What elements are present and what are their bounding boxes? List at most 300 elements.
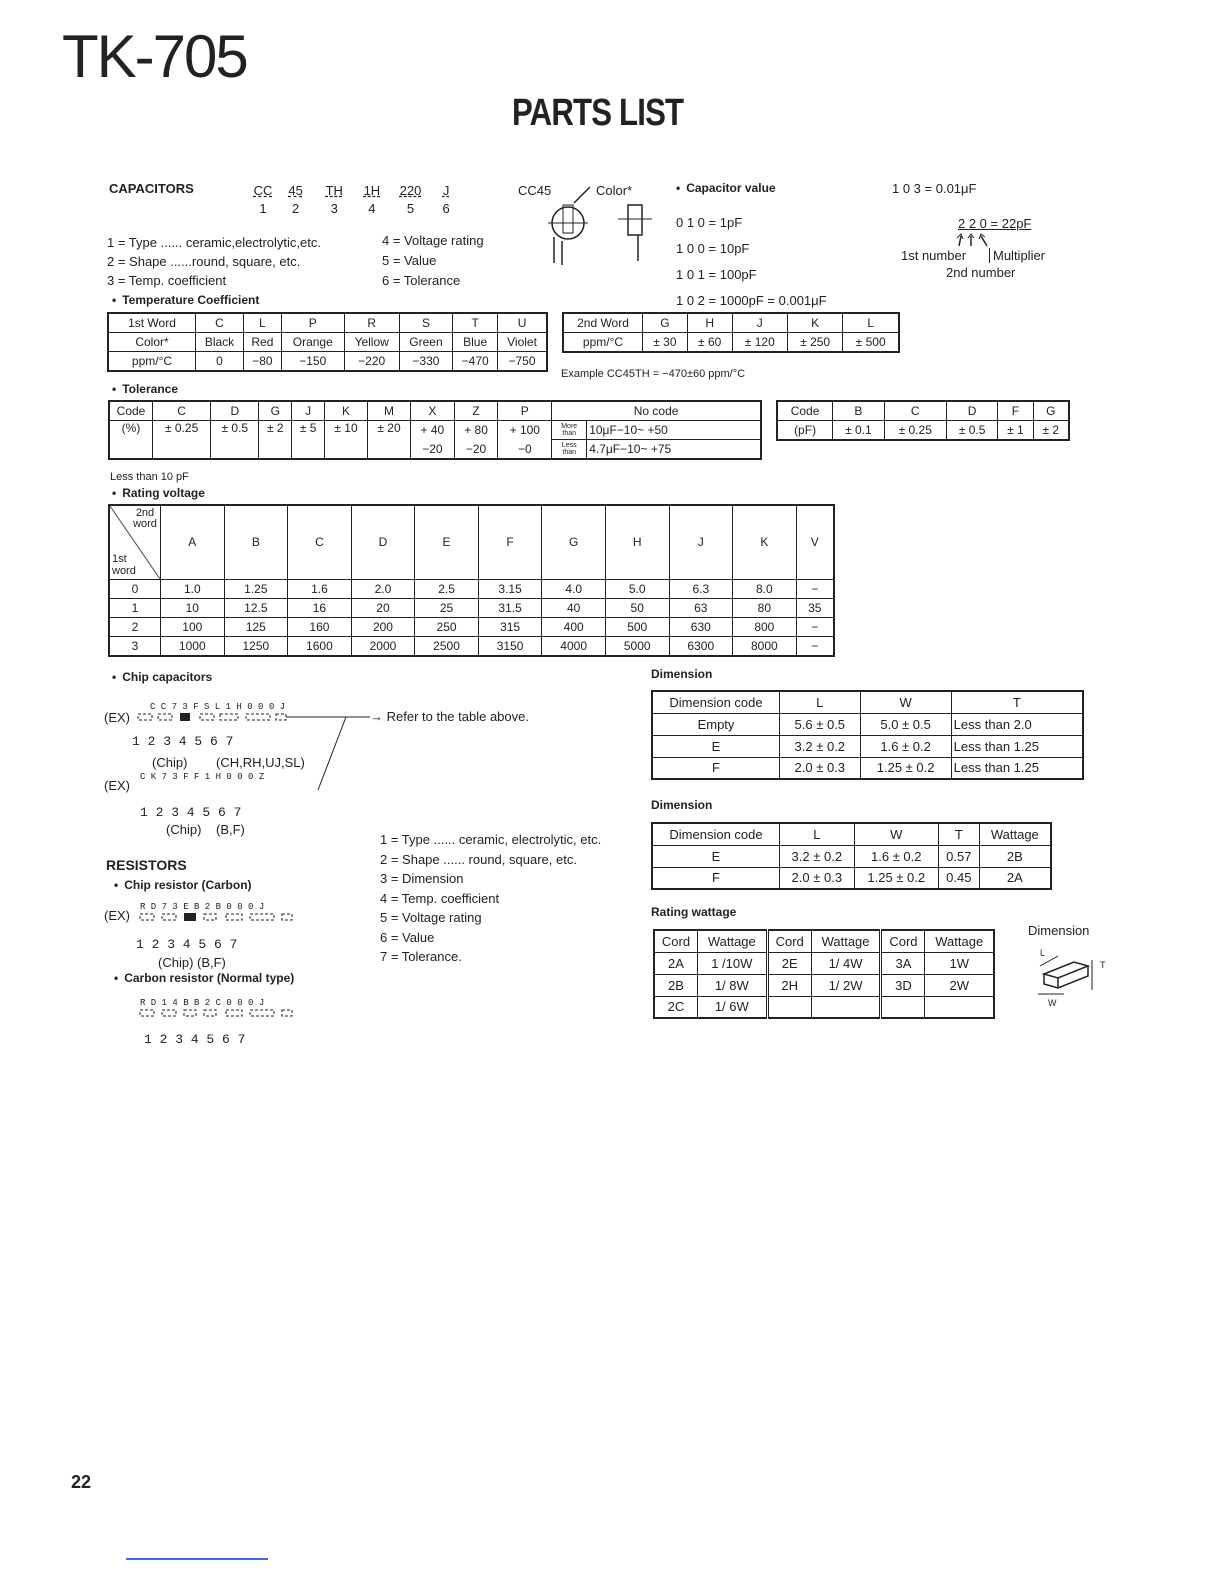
table-cell: G bbox=[643, 313, 688, 333]
table-cell: 2W bbox=[925, 974, 994, 996]
table-cell: No code bbox=[552, 401, 761, 421]
table-cell: C bbox=[288, 505, 352, 579]
table-row bbox=[108, 333, 547, 352]
table-cell: Dimension code bbox=[652, 691, 780, 713]
table-cell: 80 bbox=[733, 598, 797, 617]
table-cell: 2nd Word bbox=[563, 313, 643, 333]
table-cell: M bbox=[368, 401, 411, 421]
table-cell: −80 bbox=[244, 352, 282, 372]
capacitor-icon bbox=[530, 185, 660, 270]
table-cell: −470 bbox=[453, 352, 498, 372]
table-cell: 0.57 bbox=[938, 845, 979, 867]
table-cell: Less than 1.25 bbox=[951, 757, 1083, 779]
table-cell: −20 bbox=[411, 440, 455, 460]
table-row bbox=[654, 930, 994, 952]
chip-resistor-sub: (Chip) (B,F) bbox=[158, 955, 226, 970]
table-cell: ± 2 bbox=[259, 421, 292, 460]
table-cell: Color* bbox=[108, 333, 196, 352]
table-cell: 40 bbox=[542, 598, 606, 617]
table-cell: 3D bbox=[881, 974, 925, 996]
table-row bbox=[652, 867, 1051, 889]
table-cell: 10μF−10~ +50 bbox=[587, 421, 761, 440]
chip-code-numbers-2: 1 2 3 4 5 6 7 bbox=[140, 805, 242, 820]
table-cell: 1.6 ± 0.2 bbox=[854, 845, 938, 867]
table-cell: F bbox=[652, 867, 780, 889]
table-cell: Cord bbox=[654, 930, 697, 952]
legend-item: 5 = Value bbox=[382, 253, 437, 268]
table-cell: − bbox=[796, 617, 834, 636]
table-cell: F bbox=[478, 505, 542, 579]
table-cell: E bbox=[415, 505, 479, 579]
table-cell: 4.7μF−10~ +75 bbox=[587, 440, 761, 460]
legend-item: 5 = Voltage rating bbox=[380, 910, 482, 925]
table-cell: −220 bbox=[344, 352, 399, 372]
table-cell: T bbox=[938, 823, 979, 845]
legend-item: 7 = Tolerance. bbox=[380, 949, 462, 964]
multiplier-label: Multiplier bbox=[989, 248, 1045, 263]
table-row bbox=[652, 735, 1083, 757]
rating-voltage-heading: • Rating voltage bbox=[112, 486, 205, 500]
table-cell: −750 bbox=[498, 352, 547, 372]
table-cell: 2.0 bbox=[351, 579, 415, 598]
table-cell: 50 bbox=[605, 598, 669, 617]
legend-item: 3 = Temp. coefficient bbox=[107, 273, 227, 288]
table-cell: 1000 bbox=[161, 636, 225, 656]
table-cell: K bbox=[787, 313, 842, 333]
capacitors-heading: CAPACITORS bbox=[109, 181, 194, 196]
table-corner bbox=[109, 505, 161, 579]
table-cell: 8000 bbox=[733, 636, 797, 656]
table-cell: Less than bbox=[552, 440, 587, 460]
table-cell: J bbox=[292, 401, 325, 421]
table-cell: 2500 bbox=[415, 636, 479, 656]
table-cell: 16 bbox=[288, 598, 352, 617]
table-cell: 10 bbox=[161, 598, 225, 617]
table-cell: 8.0 bbox=[733, 579, 797, 598]
table-cell: J bbox=[669, 505, 733, 579]
table-row bbox=[652, 823, 1051, 845]
code-part: 45 bbox=[288, 183, 303, 198]
diagram-t-label: T bbox=[1100, 960, 1106, 970]
first-number-label: 1st number bbox=[901, 248, 967, 263]
table-cell: 1 /10W bbox=[697, 952, 767, 974]
table-cell: 6300 bbox=[669, 636, 733, 656]
table-cell: ± 30 bbox=[643, 333, 688, 353]
table-cell: 1/ 6W bbox=[697, 996, 767, 1018]
table-cell: ppm/°C bbox=[563, 333, 643, 353]
legend-item: 2 = Shape ......round, square, etc. bbox=[107, 254, 301, 269]
table-row bbox=[109, 617, 834, 636]
legend-item: 1 = Type ...... ceramic, electrolytic, etc. bbox=[380, 832, 602, 847]
legend-item: 2 = Shape ...... round, square, etc. bbox=[380, 851, 577, 867]
table-cell: 1.25 bbox=[224, 579, 288, 598]
chip-sub-2a: (Chip) bbox=[166, 822, 202, 837]
table-cell: E bbox=[652, 845, 780, 867]
table-row bbox=[652, 757, 1083, 779]
table-cell: ± 500 bbox=[843, 333, 899, 353]
table-cell: Empty bbox=[652, 713, 780, 735]
table-cell: 2.0 ± 0.3 bbox=[780, 757, 861, 779]
table-row bbox=[777, 421, 1069, 441]
table-cell: C bbox=[884, 401, 946, 421]
legend-item: 4 = Voltage rating bbox=[382, 233, 484, 248]
table-cell: X bbox=[411, 401, 455, 421]
table-cell: P bbox=[281, 313, 344, 333]
code-part: J bbox=[442, 183, 450, 198]
temp-coeff-table bbox=[107, 312, 548, 372]
tolerance-table bbox=[108, 400, 762, 460]
capacitor-value-heading: • Capacitor value bbox=[676, 181, 776, 195]
table-cell: D bbox=[211, 401, 259, 421]
ex-label-2: (EX) bbox=[104, 778, 130, 793]
table-row bbox=[563, 313, 899, 333]
value-example-1: 1 0 3 = 0.01μF bbox=[892, 181, 977, 196]
table-cell: ± 120 bbox=[732, 333, 787, 353]
table-cell: C bbox=[196, 313, 244, 333]
page-number: 22 bbox=[71, 1472, 92, 1492]
chip-code-2: C K 7 3 F F 1 H 0 0 0 Z bbox=[140, 772, 265, 782]
code-number: 2 bbox=[292, 201, 300, 216]
table-cell: − bbox=[796, 579, 834, 598]
tolerance-note: Less than 10 pF bbox=[110, 471, 189, 483]
table-cell: −0 bbox=[498, 440, 552, 460]
table-row bbox=[109, 401, 761, 421]
rating-wattage-table bbox=[653, 929, 995, 1019]
table-cell: 2A bbox=[979, 867, 1051, 889]
dimension-table-2 bbox=[651, 822, 1052, 890]
model-title: TK-705 bbox=[62, 23, 247, 90]
table-cell: Violet bbox=[498, 333, 547, 352]
table-cell: Orange bbox=[281, 333, 344, 352]
table-cell: 1.25 ± 0.2 bbox=[860, 757, 951, 779]
table-cell: (pF) bbox=[777, 421, 833, 441]
table-cell: D bbox=[351, 505, 415, 579]
table-cell: 3.2 ± 0.2 bbox=[780, 735, 861, 757]
table-cell: 1/ 4W bbox=[811, 952, 881, 974]
chip-resistor-heading: • Chip resistor (Carbon) bbox=[114, 878, 252, 892]
dimension-table-1 bbox=[651, 690, 1084, 780]
table-cell: 3A bbox=[881, 952, 925, 974]
table-cell: F bbox=[998, 401, 1033, 421]
chip-sub-2b: (B,F) bbox=[216, 822, 245, 837]
table-cell: 400 bbox=[542, 617, 606, 636]
chip-capacitors-heading: • Chip capacitors bbox=[112, 670, 212, 684]
ex-label-1: (EX) bbox=[104, 710, 130, 725]
table-cell: Wattage bbox=[697, 930, 767, 952]
table-cell: G bbox=[259, 401, 292, 421]
table-cell: + 40 bbox=[411, 421, 455, 440]
table-cell: C bbox=[153, 401, 211, 421]
table-cell: 500 bbox=[605, 617, 669, 636]
chip-resistor-code: R D 7 3 E B 2 B 0 0 0 J bbox=[140, 902, 265, 912]
tolerance-pf-table bbox=[776, 400, 1070, 441]
table-cell: 1/ 2W bbox=[811, 974, 881, 996]
table-cell: Blue bbox=[453, 333, 498, 352]
legend-item: 4 = Temp. coefficient bbox=[380, 890, 500, 906]
table-cell: W bbox=[860, 691, 951, 713]
table-cell: H bbox=[687, 313, 732, 333]
table-cell: ± 250 bbox=[787, 333, 842, 353]
table-cell: B bbox=[224, 505, 288, 579]
table-cell: Z bbox=[454, 401, 498, 421]
table-cell: 250 bbox=[415, 617, 479, 636]
table-cell: Less than 2.0 bbox=[951, 713, 1083, 735]
table-cell: 3150 bbox=[478, 636, 542, 656]
diagram-l-label: L bbox=[1040, 948, 1046, 958]
carbon-resistor-heading: • Carbon resistor (Normal type) bbox=[114, 971, 294, 985]
chip-sub-1a: (Chip) bbox=[152, 755, 188, 770]
table-cell: 5.0 ± 0.5 bbox=[860, 713, 951, 735]
resistor-code-brackets-icon bbox=[136, 912, 326, 1032]
table-cell: Wattage bbox=[925, 930, 994, 952]
chip-code-numbers-1: 1 2 3 4 5 6 7 bbox=[132, 734, 234, 749]
table-cell: V bbox=[796, 505, 834, 579]
table-cell: ± 2 bbox=[1033, 421, 1069, 441]
table-cell: 2.0 ± 0.3 bbox=[780, 867, 855, 889]
carbon-resistor-code: R D 1 4 B B 2 C 0 0 0 J bbox=[140, 998, 265, 1008]
table-cell: 0 bbox=[109, 579, 161, 598]
code-number: 1 bbox=[259, 201, 267, 216]
ex-label-3: (EX) bbox=[104, 908, 130, 923]
second-number-label: 2nd number bbox=[946, 265, 1016, 280]
table-cell: L bbox=[780, 691, 861, 713]
table-row bbox=[654, 996, 994, 1018]
table-cell: 800 bbox=[733, 617, 797, 636]
table-cell: 20 bbox=[351, 598, 415, 617]
table-cell: 100 bbox=[161, 617, 225, 636]
table-cell: P bbox=[498, 401, 552, 421]
legend-item: 1 = Type ...... ceramic,electrolytic,etc. bbox=[107, 235, 321, 250]
chip-code-1: C C 7 3 F S L 1 H 0 0 0 J bbox=[150, 702, 286, 712]
table-row bbox=[654, 952, 994, 974]
table-cell: 1.6 bbox=[288, 579, 352, 598]
table-cell: S bbox=[399, 313, 453, 333]
chip-resistor-diagram-icon bbox=[1034, 944, 1114, 1014]
code-number: 3 bbox=[330, 201, 338, 216]
table-cell: G bbox=[1033, 401, 1069, 421]
capacitor-legend-right bbox=[382, 231, 484, 291]
table-cell: 1st Word bbox=[108, 313, 196, 333]
table-cell: T bbox=[951, 691, 1083, 713]
table-cell: 0 bbox=[196, 352, 244, 372]
table-cell: ± 5 bbox=[292, 421, 325, 460]
table-cell: B bbox=[833, 401, 884, 421]
table-cell: 160 bbox=[288, 617, 352, 636]
chip-resistor-numbers: 1 2 3 4 5 6 7 bbox=[136, 937, 238, 952]
capacitor-code-numbers bbox=[250, 201, 458, 216]
rating-voltage-table bbox=[108, 504, 835, 657]
chip-sub-1b: (CH,RH,UJ,SL) bbox=[216, 755, 305, 770]
corner-label: 2nd word bbox=[133, 507, 157, 530]
table-row bbox=[109, 421, 761, 440]
table-cell: L bbox=[780, 823, 855, 845]
table-cell: 2E bbox=[767, 952, 811, 974]
table-cell: Green bbox=[399, 333, 453, 352]
underline-link bbox=[126, 1558, 268, 1560]
table-cell: L bbox=[244, 313, 282, 333]
table-cell: −330 bbox=[399, 352, 453, 372]
table-cell: 0.45 bbox=[938, 867, 979, 889]
table-cell: 4.0 bbox=[542, 579, 606, 598]
table-cell: ± 0.5 bbox=[946, 421, 997, 441]
code-number: 6 bbox=[442, 201, 450, 216]
table-cell: Wattage bbox=[979, 823, 1051, 845]
value-item: 1 0 1 = 100pF bbox=[676, 267, 757, 282]
table-cell: 2B bbox=[654, 974, 697, 996]
table-cell: 31.5 bbox=[478, 598, 542, 617]
value-item: 1 0 0 = 10pF bbox=[676, 241, 750, 256]
temp-coeff-example: Example CC45TH = −470±60 ppm/°C bbox=[561, 368, 746, 380]
capacitor-values bbox=[676, 210, 827, 314]
table-row bbox=[109, 505, 834, 579]
table-cell: K bbox=[733, 505, 797, 579]
table-cell: Cord bbox=[767, 930, 811, 952]
table-cell: Code bbox=[777, 401, 833, 421]
table-cell: Code bbox=[109, 401, 153, 421]
table-cell: ± 0.25 bbox=[153, 421, 211, 460]
table-cell: D bbox=[946, 401, 997, 421]
table-cell: 5.0 bbox=[605, 579, 669, 598]
table-cell: ± 0.5 bbox=[211, 421, 259, 460]
code-part: CC bbox=[253, 183, 273, 198]
table-cell: 2H bbox=[767, 974, 811, 996]
table-cell bbox=[767, 996, 811, 1018]
legend-item: 6 = Tolerance bbox=[382, 273, 461, 288]
table-cell: 2A bbox=[654, 952, 697, 974]
table-cell: Wattage bbox=[811, 930, 881, 952]
table-cell: U bbox=[498, 313, 547, 333]
table-cell: K bbox=[325, 401, 368, 421]
capacitor-code bbox=[250, 183, 458, 198]
refer-text: → Refer to the table above. bbox=[370, 709, 529, 724]
table-cell: 4000 bbox=[542, 636, 606, 656]
second-word-table bbox=[562, 312, 900, 353]
code-number: 4 bbox=[368, 201, 376, 216]
table-cell: ± 0.25 bbox=[884, 421, 946, 441]
table-cell: 630 bbox=[669, 617, 733, 636]
table-cell: + 80 bbox=[454, 421, 498, 440]
table-cell: J bbox=[732, 313, 787, 333]
table-cell: L bbox=[843, 313, 899, 333]
table-cell bbox=[925, 996, 994, 1018]
table-cell: 1250 bbox=[224, 636, 288, 656]
table-cell: 3.2 ± 0.2 bbox=[780, 845, 855, 867]
table-cell: 25 bbox=[415, 598, 479, 617]
table-cell: 1 bbox=[109, 598, 161, 617]
table-cell: ± 1 bbox=[998, 421, 1033, 441]
table-cell: W bbox=[854, 823, 938, 845]
table-row bbox=[108, 313, 547, 333]
table-cell: −150 bbox=[281, 352, 344, 372]
table-cell: (%) bbox=[109, 421, 153, 460]
color-label: Color* bbox=[596, 183, 633, 198]
table-cell: Red bbox=[244, 333, 282, 352]
table-cell: 315 bbox=[478, 617, 542, 636]
value-example-2: 2 2 0 = 22pF bbox=[958, 216, 1032, 231]
table-cell: 1600 bbox=[288, 636, 352, 656]
table-cell: 2.5 bbox=[415, 579, 479, 598]
page-title: PARTS LIST bbox=[512, 92, 684, 134]
rating-wattage-heading: Rating wattage bbox=[651, 905, 737, 919]
diagram-w-label: W bbox=[1048, 998, 1057, 1008]
temp-coeff-heading: • Temperature Coefficient bbox=[112, 293, 259, 307]
table-cell: 200 bbox=[351, 617, 415, 636]
table-cell bbox=[811, 996, 881, 1018]
value-item: 0 1 0 = 1pF bbox=[676, 215, 743, 230]
table-cell: 2 bbox=[109, 617, 161, 636]
table-row bbox=[652, 713, 1083, 735]
table-cell: ppm/°C bbox=[108, 352, 196, 372]
dimension-heading-2: Dimension bbox=[651, 798, 713, 812]
table-row bbox=[109, 598, 834, 617]
table-cell bbox=[881, 996, 925, 1018]
table-cell: H bbox=[605, 505, 669, 579]
table-cell: F bbox=[652, 757, 780, 779]
table-row bbox=[109, 579, 834, 598]
table-row bbox=[652, 845, 1051, 867]
table-cell: + 100 bbox=[498, 421, 552, 440]
table-cell: ± 60 bbox=[687, 333, 732, 353]
table-cell: Yellow bbox=[344, 333, 399, 352]
table-cell: 6.3 bbox=[669, 579, 733, 598]
code-part: TH bbox=[325, 183, 343, 198]
carbon-resistor-numbers: 1 2 3 4 5 6 7 bbox=[144, 1032, 246, 1047]
table-cell: Less than 1.25 bbox=[951, 735, 1083, 757]
table-row bbox=[108, 352, 547, 372]
table-cell: 2B bbox=[979, 845, 1051, 867]
value-item: 1 0 2 = 1000pF = 0.001μF bbox=[676, 293, 827, 308]
dimension-diagram-label: Dimension bbox=[1028, 923, 1090, 938]
resistors-heading: RESISTORS bbox=[106, 857, 187, 873]
table-cell: ± 10 bbox=[325, 421, 368, 460]
resistor-legend bbox=[380, 830, 601, 967]
table-cell: ± 0.1 bbox=[833, 421, 884, 441]
corner-label: 1st word bbox=[112, 552, 136, 577]
legend-item: 3 = Dimension bbox=[380, 871, 464, 886]
table-cell: 1.6 ± 0.2 bbox=[860, 735, 951, 757]
table-cell: 125 bbox=[224, 617, 288, 636]
table-cell: G bbox=[542, 505, 606, 579]
table-row bbox=[654, 974, 994, 996]
table-cell: More than bbox=[552, 421, 587, 440]
legend-item: 6 = Value bbox=[380, 929, 435, 945]
table-row bbox=[563, 333, 899, 353]
table-cell: E bbox=[652, 735, 780, 757]
table-cell: 2000 bbox=[351, 636, 415, 656]
table-row bbox=[777, 401, 1069, 421]
table-cell: 1W bbox=[925, 952, 994, 974]
table-cell: Cord bbox=[881, 930, 925, 952]
table-cell: 1.25 ± 0.2 bbox=[854, 867, 938, 889]
tolerance-heading: • Tolerance bbox=[112, 382, 178, 396]
cc45-label: CC45 bbox=[518, 183, 552, 198]
table-cell: 63 bbox=[669, 598, 733, 617]
table-cell: 3.15 bbox=[478, 579, 542, 598]
table-cell: Black bbox=[196, 333, 244, 352]
table-cell: ± 20 bbox=[368, 421, 411, 460]
table-cell: T bbox=[453, 313, 498, 333]
table-cell: 1/ 8W bbox=[697, 974, 767, 996]
table-cell: R bbox=[344, 313, 399, 333]
table-cell: 35 bbox=[796, 598, 834, 617]
table-cell: 1.0 bbox=[161, 579, 225, 598]
table-cell: Dimension code bbox=[652, 823, 780, 845]
table-cell: 5.6 ± 0.5 bbox=[780, 713, 861, 735]
table-row bbox=[109, 636, 834, 656]
table-cell: A bbox=[161, 505, 225, 579]
table-cell: 3 bbox=[109, 636, 161, 656]
table-row bbox=[652, 691, 1083, 713]
